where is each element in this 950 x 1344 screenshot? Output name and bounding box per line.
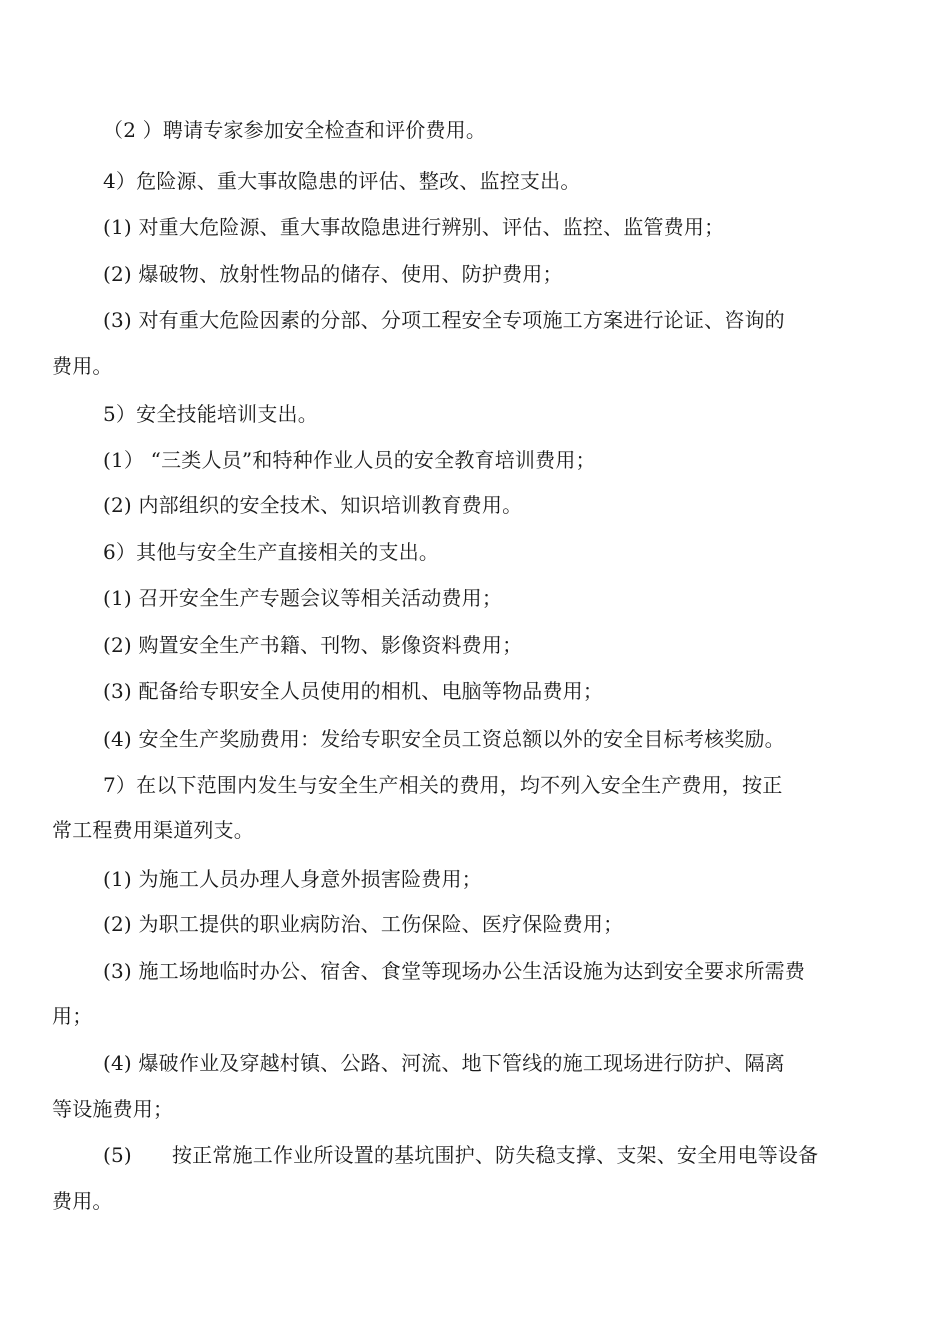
- paragraph-line: 6）其他与安全生产直接相关的支出。: [103, 540, 440, 564]
- paragraph-line: (2) 为职工提供的职业病防治、工伤保险、医疗保险费用；: [103, 912, 624, 936]
- paragraph-line: 常工程费用渠道列支。: [52, 818, 254, 842]
- item-text: 按正常施工作业所设置的基坑围护、防失稳支撑、支架、安全用电等设备: [171, 1143, 819, 1167]
- paragraph-line: (1) 召开安全生产专题会议等相关活动费用；: [103, 586, 503, 610]
- paragraph-line: (1） “三类人员”和特种作业人员的安全教育培训费用；: [103, 448, 596, 472]
- paragraph-line: (3) 配备给专职安全人员使用的相机、电脑等物品费用；: [103, 679, 604, 703]
- paragraph-line: (4) 安全生产奖励费用：发给专职安全员工资总额以外的安全目标考核奖励。: [103, 727, 785, 751]
- paragraph-line: (3) 对有重大危险因素的分部、分项工程安全专项施工方案进行论证、咨询的: [103, 308, 785, 332]
- paragraph-line: (2) 爆破物、放射性物品的储存、使用、防护费用；: [103, 262, 563, 286]
- paragraph-line: 7）在以下范围内发生与安全生产相关的费用，均不列入安全生产费用，按正: [103, 773, 783, 797]
- paragraph-line: 4）危险源、重大事故隐患的评估、整改、监控支出。: [103, 169, 581, 193]
- paragraph-line: (2) 内部组织的安全技术、知识培训教育费用。: [103, 493, 523, 517]
- paragraph-line: 等设施费用；: [52, 1097, 174, 1121]
- paragraph-line: (1) 对重大危险源、重大事故隐患进行辨别、评估、监控、监管费用；: [103, 215, 725, 239]
- paragraph-line: (4) 爆破作业及穿越村镇、公路、河流、地下管线的施工现场进行防护、隔离: [103, 1051, 785, 1075]
- paragraph-line: 费用。: [52, 354, 113, 378]
- paragraph-line: 5）安全技能培训支出。: [103, 402, 318, 426]
- paragraph-line: [103, 1142, 818, 1168]
- paragraph-line: （2 ）聘请专家参加安全检查和评价费用。: [103, 118, 487, 142]
- paragraph-line: (3) 施工场地临时办公、宿舍、食堂等现场办公生活设施为达到安全要求所需费: [103, 959, 806, 983]
- paragraph-line: (1) 为施工人员办理人身意外损害险费用；: [103, 867, 482, 891]
- paragraph-line: (2) 购置安全生产书籍、刊物、影像资料费用；: [103, 633, 523, 657]
- paragraph-line: 费用。: [52, 1189, 113, 1213]
- item-number: (5): [103, 1143, 132, 1167]
- paragraph-line: 用；: [52, 1004, 93, 1028]
